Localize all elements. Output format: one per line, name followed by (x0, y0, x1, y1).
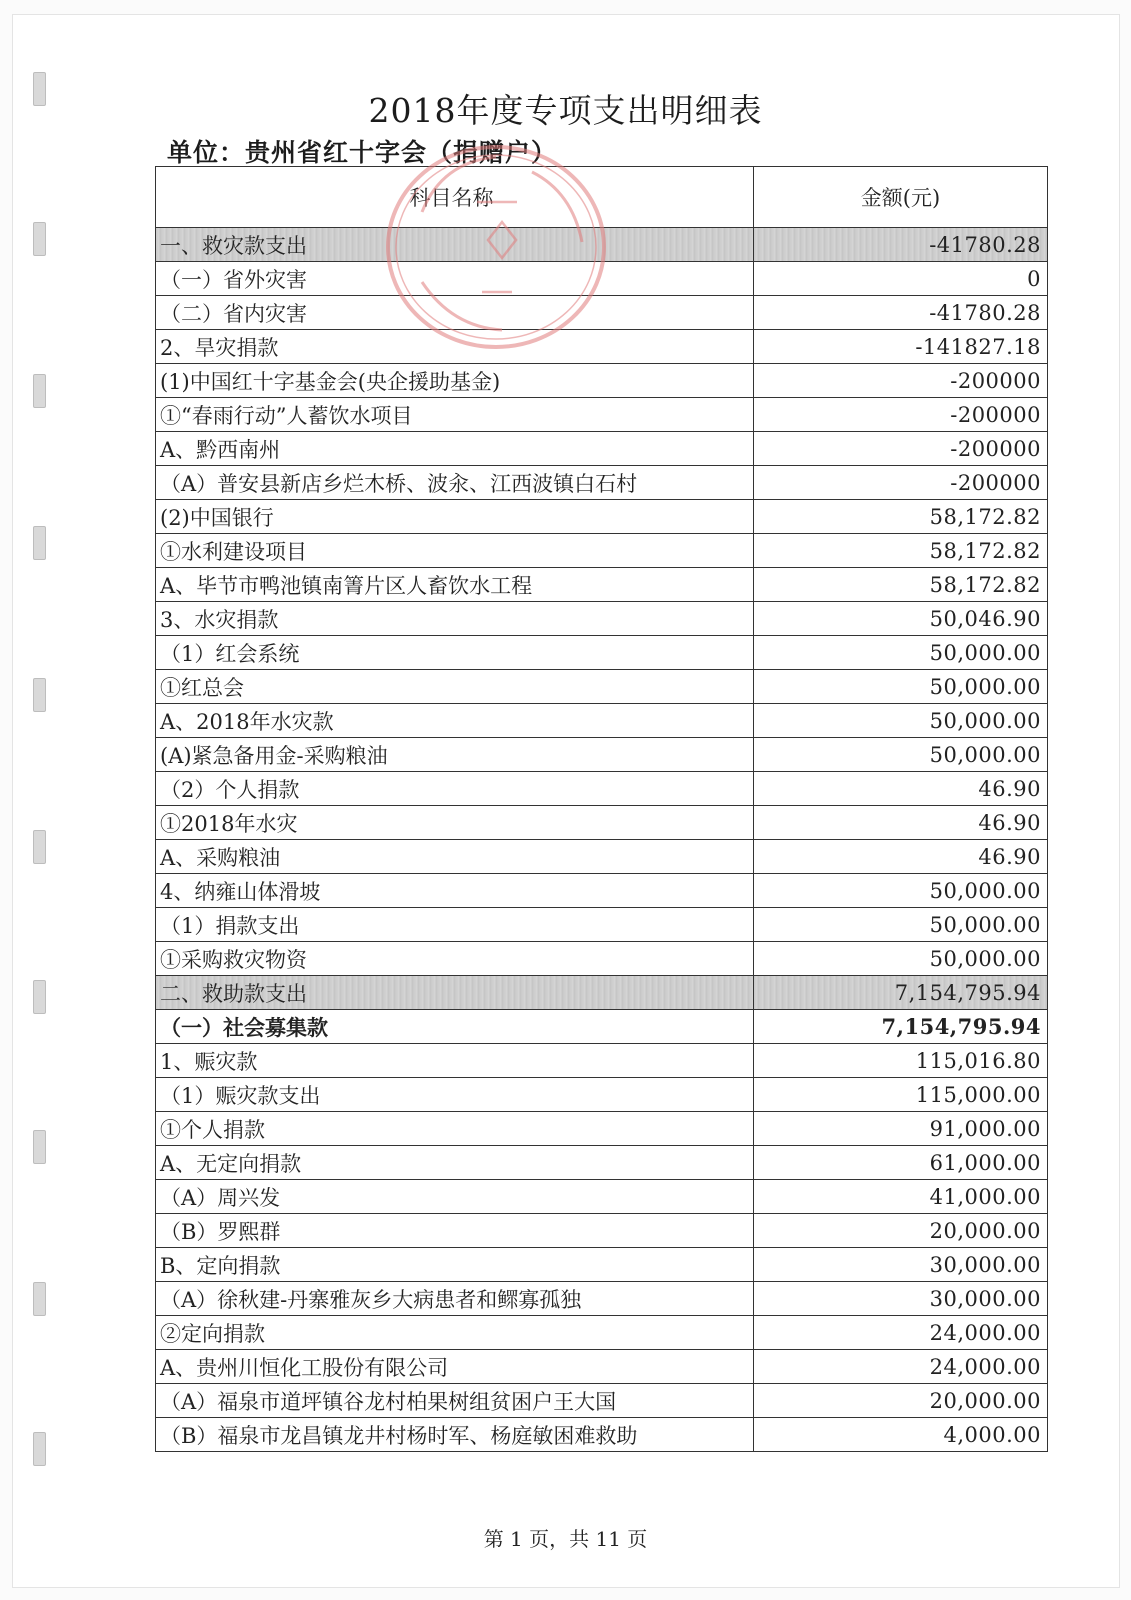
amount-cell: 58,172.82 (754, 568, 1048, 602)
amount-cell: 41,000.00 (754, 1180, 1048, 1214)
binder-hole-icon (33, 830, 46, 864)
table-row (156, 670, 1048, 704)
table-row (156, 296, 1048, 330)
amount-cell: -41780.28 (754, 228, 1048, 262)
amount-cell: 50,046.90 (754, 602, 1048, 636)
subject-name-cell: 1、赈灾款 (156, 1044, 754, 1078)
subject-name-cell: 二、救助款支出 (156, 976, 754, 1010)
subject-name-cell: 3、水灾捐款 (156, 602, 754, 636)
table-row (156, 228, 1048, 262)
subject-name-cell: ②定向捐款 (156, 1316, 754, 1350)
subject-name-cell: （一）社会募集款 (156, 1010, 754, 1044)
amount-cell: 7,154,795.94 (754, 976, 1048, 1010)
subject-name-cell: (1)中国红十字基金会(央企援助基金) (156, 364, 754, 398)
table-row (156, 1316, 1048, 1350)
amount-cell: 20,000.00 (754, 1214, 1048, 1248)
binder-hole-icon (33, 374, 46, 408)
subject-name-cell: ①“春雨行动”人蓄饮水项目 (156, 398, 754, 432)
table-row (156, 738, 1048, 772)
table-row (156, 398, 1048, 432)
amount-cell: 50,000.00 (754, 738, 1048, 772)
amount-cell: -200000 (754, 364, 1048, 398)
table-row (156, 1112, 1048, 1146)
table-row (156, 976, 1048, 1010)
unit-label: 单位：贵州省红十字会（捐赠户） (167, 138, 558, 167)
subject-name-cell: （1）赈灾款支出 (156, 1078, 754, 1112)
subject-name-cell: A、黔西南州 (156, 432, 754, 466)
table-row (156, 1010, 1048, 1044)
table-row (156, 568, 1048, 602)
table-row (156, 1214, 1048, 1248)
amount-cell: 115,016.80 (754, 1044, 1048, 1078)
subject-name-cell: （二）省内灾害 (156, 296, 754, 330)
amount-cell: 58,172.82 (754, 534, 1048, 568)
amount-cell: -200000 (754, 398, 1048, 432)
amount-cell: 4,000.00 (754, 1418, 1048, 1452)
subject-name-cell: ①个人捐款 (156, 1112, 754, 1146)
amount-cell: 50,000.00 (754, 636, 1048, 670)
page-title: 2018年度专项支出明细表 (368, 91, 763, 130)
table-row (156, 874, 1048, 908)
amount-cell: 50,000.00 (754, 670, 1048, 704)
table-row (156, 942, 1048, 976)
subject-name-cell: （B）福泉市龙昌镇龙井村杨时军、杨庭敏困难救助 (156, 1418, 754, 1452)
header-subject-name: 科目名称 (156, 167, 754, 228)
subject-name-cell: （2）个人捐款 (156, 772, 754, 806)
table-row (156, 432, 1048, 466)
subject-name-cell: （一）省外灾害 (156, 262, 754, 296)
amount-cell: 58,172.82 (754, 500, 1048, 534)
binder-hole-icon (33, 1282, 46, 1316)
table-row (156, 1248, 1048, 1282)
amount-cell: -200000 (754, 466, 1048, 500)
amount-cell: 0 (754, 262, 1048, 296)
table-row (156, 704, 1048, 738)
amount-cell: 46.90 (754, 806, 1048, 840)
subject-name-cell: (A)紧急备用金-采购粮油 (156, 738, 754, 772)
subject-name-cell: ①红总会 (156, 670, 754, 704)
subject-name-cell: ①水利建设项目 (156, 534, 754, 568)
table-row (156, 840, 1048, 874)
subject-name-cell: （A）福泉市道坪镇谷龙村柏果树组贫困户王大国 (156, 1384, 754, 1418)
amount-cell: 115,000.00 (754, 1078, 1048, 1112)
table-header-row (156, 167, 1048, 228)
table-row (156, 1180, 1048, 1214)
amount-cell: 91,000.00 (754, 1112, 1048, 1146)
amount-cell: 61,000.00 (754, 1146, 1048, 1180)
subject-name-cell: A、毕节市鸭池镇南箐片区人畜饮水工程 (156, 568, 754, 602)
binder-hole-icon (33, 678, 46, 712)
amount-cell: 46.90 (754, 840, 1048, 874)
binder-hole-icon (33, 1432, 46, 1466)
amount-cell: 24,000.00 (754, 1350, 1048, 1384)
subject-name-cell: （1）红会系统 (156, 636, 754, 670)
table-row (156, 330, 1048, 364)
subject-name-cell: B、定向捐款 (156, 1248, 754, 1282)
table-row (156, 806, 1048, 840)
table-row (156, 1350, 1048, 1384)
table-body (156, 228, 1048, 1452)
table-row (156, 500, 1048, 534)
table-row (156, 908, 1048, 942)
table-row (156, 1044, 1048, 1078)
amount-cell: -141827.18 (754, 330, 1048, 364)
binder-hole-icon (33, 222, 46, 256)
table-row (156, 1384, 1048, 1418)
amount-cell: 20,000.00 (754, 1384, 1048, 1418)
amount-cell: 30,000.00 (754, 1282, 1048, 1316)
subject-name-cell: （B）罗熙群 (156, 1214, 754, 1248)
subject-name-cell: 一、救灾款支出 (156, 228, 754, 262)
subject-name-cell: ①2018年水灾 (156, 806, 754, 840)
subject-name-cell: （A）周兴发 (156, 1180, 754, 1214)
table-row (156, 1282, 1048, 1316)
table-row (156, 1146, 1048, 1180)
subject-name-cell: A、采购粮油 (156, 840, 754, 874)
table-row (156, 602, 1048, 636)
amount-cell: 24,000.00 (754, 1316, 1048, 1350)
table-row (156, 262, 1048, 296)
table-row (156, 636, 1048, 670)
header-amount: 金额(元) (754, 167, 1048, 228)
subject-name-cell: （1）捐款支出 (156, 908, 754, 942)
amount-cell: 50,000.00 (754, 874, 1048, 908)
table-row (156, 1078, 1048, 1112)
subject-name-cell: A、无定向捐款 (156, 1146, 754, 1180)
page-number: 第 1 页，共 11 页 (483, 1527, 648, 1551)
amount-cell: 50,000.00 (754, 908, 1048, 942)
amount-cell: 7,154,795.94 (754, 1010, 1048, 1044)
subject-name-cell: A、贵州川恒化工股份有限公司 (156, 1350, 754, 1384)
amount-cell: 50,000.00 (754, 942, 1048, 976)
subject-name-cell: A、2018年水灾款 (156, 704, 754, 738)
amount-cell: 30,000.00 (754, 1248, 1048, 1282)
amount-cell: -41780.28 (754, 296, 1048, 330)
table-row (156, 772, 1048, 806)
subject-name-cell: 4、纳雍山体滑坡 (156, 874, 754, 908)
subject-name-cell: （A）徐秋建-丹寨雅灰乡大病患者和鳏寡孤独 (156, 1282, 754, 1316)
expense-detail-table (155, 166, 1048, 1452)
subject-name-cell: ①采购救灾物资 (156, 942, 754, 976)
binder-hole-icon (33, 526, 46, 560)
amount-cell: -200000 (754, 432, 1048, 466)
binder-hole-icon (33, 1130, 46, 1164)
table-row (156, 534, 1048, 568)
binder-hole-icon (33, 980, 46, 1014)
subject-name-cell: （A）普安县新店乡烂木桥、波汆、江西波镇白石村 (156, 466, 754, 500)
subject-name-cell: (2)中国银行 (156, 500, 754, 534)
amount-cell: 46.90 (754, 772, 1048, 806)
table-row (156, 364, 1048, 398)
subject-name-cell: 2、旱灾捐款 (156, 330, 754, 364)
table-row (156, 466, 1048, 500)
amount-cell: 50,000.00 (754, 704, 1048, 738)
table-row (156, 1418, 1048, 1452)
